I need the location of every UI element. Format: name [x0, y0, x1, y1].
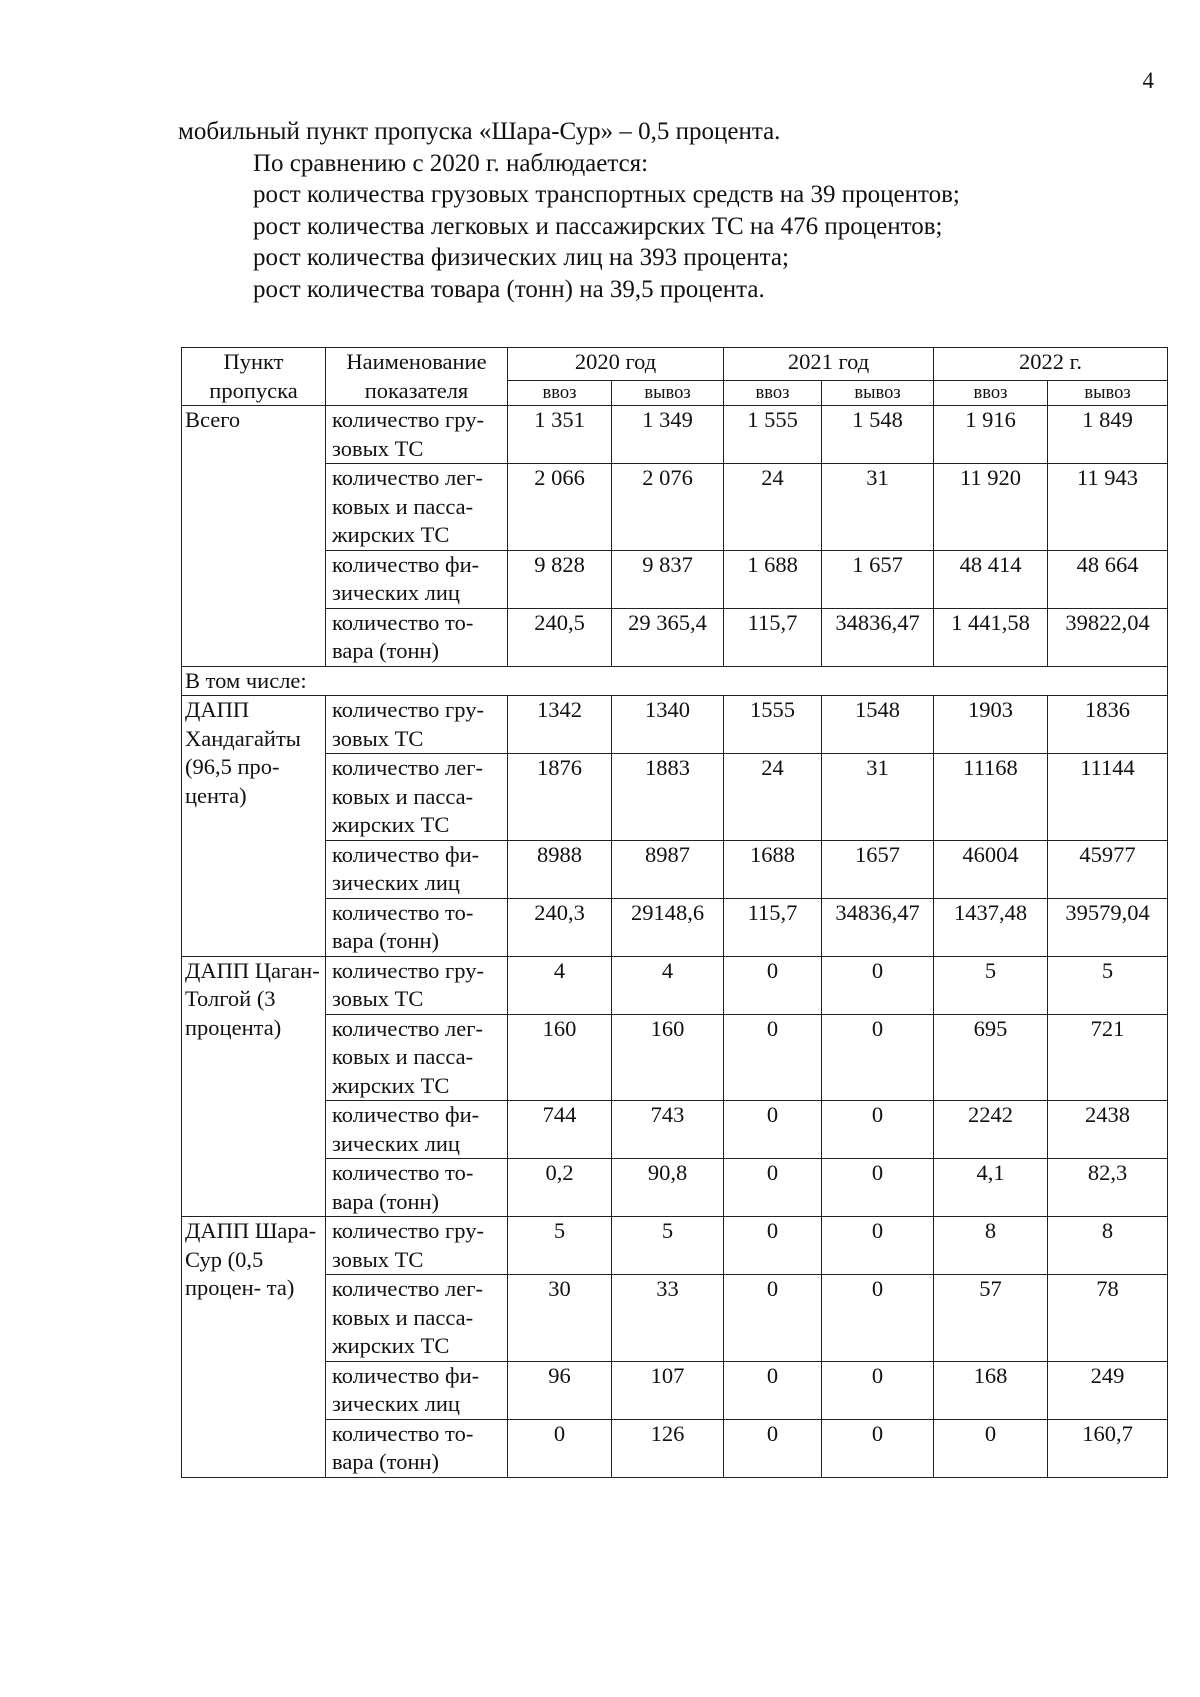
value-cell: 249	[1048, 1361, 1168, 1419]
value-cell: 5	[934, 956, 1048, 1014]
value-cell: 8988	[508, 840, 612, 898]
header-import: ввоз	[508, 381, 612, 406]
table-row	[182, 1361, 1168, 1419]
value-cell: 240,3	[508, 898, 612, 956]
table-row	[182, 1014, 1168, 1101]
intro-line: рост количества легковых и пассажирских ТС на 476 процентов;	[253, 212, 943, 240]
value-cell: 82,3	[1048, 1159, 1168, 1217]
intro-line: рост количества товара (тонн) на 39,5 процента.	[253, 275, 765, 303]
value-cell: 9 837	[612, 550, 724, 608]
table-row	[182, 754, 1168, 841]
indicator-label: количество гру- зовых ТС	[326, 1217, 508, 1275]
value-cell: 0	[822, 1159, 934, 1217]
value-cell: 46004	[934, 840, 1048, 898]
value-cell: 1548	[822, 696, 934, 754]
value-cell: 39579,04	[1048, 898, 1168, 956]
intro-text	[178, 116, 960, 306]
value-cell: 1 351	[508, 406, 612, 464]
indicator-label: количество гру- зовых ТС	[326, 696, 508, 754]
value-cell: 29 365,4	[612, 608, 724, 666]
indicator-label: количество лег- ковых и пасса- жирских ТС	[326, 1275, 508, 1362]
value-cell: 0	[822, 956, 934, 1014]
header-point: Пункт пропуска	[182, 348, 326, 406]
header-year-2022: 2022 г.	[934, 348, 1168, 381]
value-cell: 5	[508, 1217, 612, 1275]
checkpoint-label: ДАПП Шара-Сур (0,5 процен- та)	[182, 1217, 326, 1478]
indicator-label: количество то- вара (тонн)	[326, 1419, 508, 1477]
table-row	[182, 464, 1168, 551]
value-cell: 24	[724, 754, 822, 841]
indicator-label: количество лег- ковых и пасса- жирских ТС	[326, 1014, 508, 1101]
value-cell: 240,5	[508, 608, 612, 666]
intro-line: рост количества физических лиц на 393 процента;	[253, 244, 789, 272]
value-cell: 1 555	[724, 406, 822, 464]
value-cell: 33	[612, 1275, 724, 1362]
value-cell: 11 920	[934, 464, 1048, 551]
indicator-label: количество лег- ковых и пасса- жирских ТС	[326, 754, 508, 841]
value-cell: 11144	[1048, 754, 1168, 841]
value-cell: 160	[508, 1014, 612, 1101]
value-cell: 0	[724, 1217, 822, 1275]
value-cell: 2242	[934, 1101, 1048, 1159]
value-cell: 11 943	[1048, 464, 1168, 551]
value-cell: 1688	[724, 840, 822, 898]
checkpoint-label: ДАПП Хандагайты (96,5 про- цента)	[182, 696, 326, 957]
value-cell: 0	[822, 1361, 934, 1419]
header-indicator: Наименование показателя	[326, 348, 508, 406]
value-cell: 78	[1048, 1275, 1168, 1362]
table-row	[182, 406, 1168, 464]
value-cell: 5	[1048, 956, 1168, 1014]
value-cell: 30	[508, 1275, 612, 1362]
indicator-label: количество фи- зических лиц	[326, 1101, 508, 1159]
value-cell: 115,7	[724, 898, 822, 956]
table-row	[182, 898, 1168, 956]
value-cell: 0	[724, 1275, 822, 1362]
value-cell: 1342	[508, 696, 612, 754]
table-row	[182, 608, 1168, 666]
value-cell: 1437,48	[934, 898, 1048, 956]
value-cell: 9 828	[508, 550, 612, 608]
indicator-label: количество гру- зовых ТС	[326, 956, 508, 1014]
value-cell: 2 066	[508, 464, 612, 551]
value-cell: 1836	[1048, 696, 1168, 754]
checkpoint-label: ДАПП Цаган- Толгой (3 процента)	[182, 956, 326, 1217]
value-cell: 31	[822, 754, 934, 841]
value-cell: 0	[934, 1419, 1048, 1477]
value-cell: 168	[934, 1361, 1048, 1419]
table-row	[182, 840, 1168, 898]
value-cell: 1 688	[724, 550, 822, 608]
value-cell: 0	[822, 1101, 934, 1159]
value-cell: 48 664	[1048, 550, 1168, 608]
value-cell: 45977	[1048, 840, 1168, 898]
table-row	[182, 1101, 1168, 1159]
table-row	[182, 956, 1168, 1014]
table-row	[182, 1275, 1168, 1362]
value-cell: 1 349	[612, 406, 724, 464]
value-cell: 31	[822, 464, 934, 551]
table-row	[182, 1217, 1168, 1275]
intro-line: рост количества грузовых транспортных средств на 39 процентов;	[253, 181, 960, 209]
value-cell: 1555	[724, 696, 822, 754]
value-cell: 695	[934, 1014, 1048, 1101]
value-cell: 2 076	[612, 464, 724, 551]
value-cell: 39822,04	[1048, 608, 1168, 666]
value-cell: 1 441,58	[934, 608, 1048, 666]
value-cell: 126	[612, 1419, 724, 1477]
header-import: ввоз	[934, 381, 1048, 406]
value-cell: 0	[822, 1275, 934, 1362]
header-export: вывоз	[1048, 381, 1168, 406]
value-cell: 107	[612, 1361, 724, 1419]
value-cell: 1883	[612, 754, 724, 841]
table-row	[182, 666, 1168, 696]
table-row	[182, 696, 1168, 754]
value-cell: 115,7	[724, 608, 822, 666]
value-cell: 1 849	[1048, 406, 1168, 464]
including-label: В том числе:	[182, 666, 1168, 696]
value-cell: 0	[508, 1419, 612, 1477]
value-cell: 48 414	[934, 550, 1048, 608]
table-row	[182, 550, 1168, 608]
table-row	[182, 1419, 1168, 1477]
value-cell: 721	[1048, 1014, 1168, 1101]
value-cell: 0	[822, 1014, 934, 1101]
value-cell: 29148,6	[612, 898, 724, 956]
value-cell: 1 657	[822, 550, 934, 608]
header-export: вывоз	[822, 381, 934, 406]
value-cell: 1 916	[934, 406, 1048, 464]
indicator-label: количество то- вара (тонн)	[326, 608, 508, 666]
value-cell: 0	[724, 1014, 822, 1101]
traffic-table	[181, 347, 1168, 1478]
value-cell: 8	[1048, 1217, 1168, 1275]
value-cell: 0	[822, 1217, 934, 1275]
value-cell: 96	[508, 1361, 612, 1419]
value-cell: 160,7	[1048, 1419, 1168, 1477]
header-import: ввоз	[724, 381, 822, 406]
value-cell: 4	[508, 956, 612, 1014]
value-cell: 0	[724, 1361, 822, 1419]
intro-line: По сравнению с 2020 г. наблюдается:	[253, 149, 649, 177]
value-cell: 0	[724, 956, 822, 1014]
value-cell: 8	[934, 1217, 1048, 1275]
value-cell: 34836,47	[822, 608, 934, 666]
header-export: вывоз	[612, 381, 724, 406]
intro-line: мобильный пункт пропуска «Шара-Сур» – 0,5 процента.	[178, 118, 781, 145]
value-cell: 4	[612, 956, 724, 1014]
value-cell: 744	[508, 1101, 612, 1159]
indicator-label: количество гру- зовых ТС	[326, 406, 508, 464]
value-cell: 8987	[612, 840, 724, 898]
value-cell: 1876	[508, 754, 612, 841]
value-cell: 1903	[934, 696, 1048, 754]
indicator-label: количество то- вара (тонн)	[326, 898, 508, 956]
value-cell: 2438	[1048, 1101, 1168, 1159]
value-cell: 1340	[612, 696, 724, 754]
value-cell: 743	[612, 1101, 724, 1159]
value-cell: 160	[612, 1014, 724, 1101]
value-cell: 5	[612, 1217, 724, 1275]
indicator-label: количество фи- зических лиц	[326, 1361, 508, 1419]
indicator-label: количество лег- ковых и пасса- жирских ТС	[326, 464, 508, 551]
checkpoint-label: Всего	[182, 406, 326, 667]
value-cell: 11168	[934, 754, 1048, 841]
value-cell: 34836,47	[822, 898, 934, 956]
value-cell: 0	[822, 1419, 934, 1477]
value-cell: 90,8	[612, 1159, 724, 1217]
header-year-2020: 2020 год	[508, 348, 724, 381]
value-cell: 0	[724, 1419, 822, 1477]
value-cell: 0	[724, 1101, 822, 1159]
value-cell: 1 548	[822, 406, 934, 464]
indicator-label: количество то- вара (тонн)	[326, 1159, 508, 1217]
indicator-label: количество фи- зических лиц	[326, 550, 508, 608]
header-year-2021: 2021 год	[724, 348, 934, 381]
value-cell: 57	[934, 1275, 1048, 1362]
value-cell: 24	[724, 464, 822, 551]
page-number: 4	[1142, 68, 1154, 93]
value-cell: 0,2	[508, 1159, 612, 1217]
value-cell: 4,1	[934, 1159, 1048, 1217]
table-row	[182, 1159, 1168, 1217]
indicator-label: количество фи- зических лиц	[326, 840, 508, 898]
value-cell: 1657	[822, 840, 934, 898]
value-cell: 0	[724, 1159, 822, 1217]
